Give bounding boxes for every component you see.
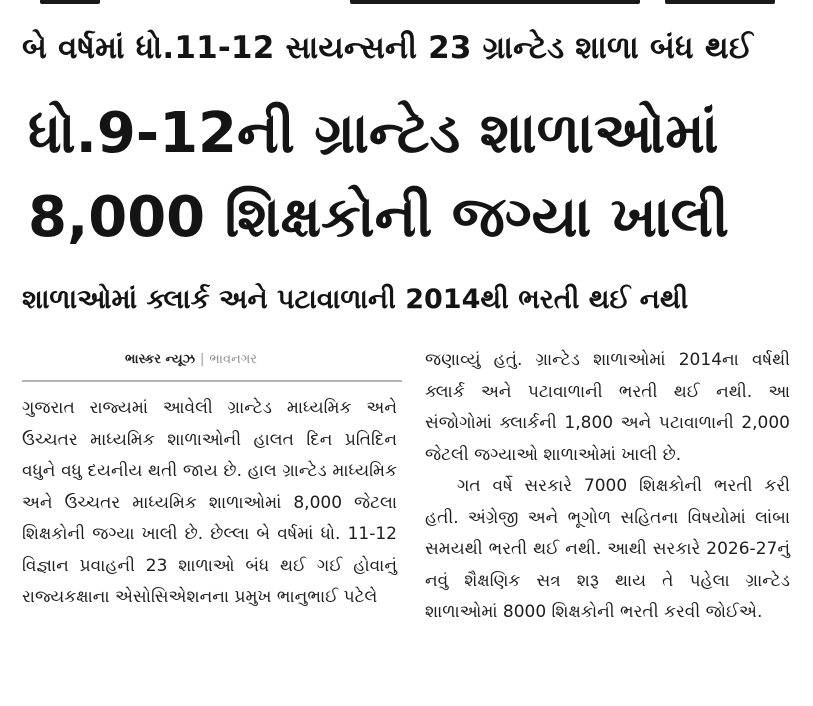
main-headline-line-2: 8,000 શિક્ષકોની જગ્યા ખાલી	[28, 185, 729, 250]
byline-separator: |	[200, 352, 205, 367]
article-paragraph: જણાવ્યું હતું. ગ્રાન્ટેડ શાળાઓમાં 2014ના વર્ષથી ક્લાર્ક અને પટાવાળાની ભરતી થઈ નથી. આ સંજોગોમાં ક્લાર્કની 1,800 અને પટાવાળાની 2,000 જેટલી જગ્યાઓ શાળાઓમાં ખાલી છે.	[425, 350, 790, 465]
byline-source: ભાસ્કર ન્યૂઝ	[125, 352, 196, 367]
main-headline-line-1: ધો.9-12ની ગ્રાન્ટેડ શાળાઓમાં	[28, 101, 719, 166]
article-column-right	[425, 345, 790, 629]
byline-place: ભાવનગર	[209, 352, 257, 367]
article-column-left	[22, 393, 397, 614]
byline-divider	[22, 380, 402, 382]
clipped-previous-article-text	[0, 0, 813, 12]
article-paragraph: ગત વર્ષે સરકારે 7000 શિક્ષકોની ભરતી કરી હતી. અંગ્રેજી અને ભૂગોળ સહિતના વિષયોમાં લાંબા સમયથી ભરતી થઈ નથી. આથી સરકારે 2026-27નું નવું શૈક્ષણિક સત્ર શરૂ થાય તે પહેલા ગ્રાન્ટેડ શાળાઓમાં 8000 શિક્ષકોની ભરતી કરવી જોઈએ.	[425, 476, 790, 622]
article-paragraph: ગુજરાત રાજ્યમાં આવેલી ગ્રાન્ટેડ માધ્યમિક અને ઉચ્ચતર માધ્યમિક શાળાઓની હાલત દિન પ્રતિદિન વધુને વધુ દયનીય થતી જાય છે. હાલ ગ્રાન્ટેડ માધ્યમિક અને ઉચ્ચતર માધ્યમિક શાળાઓમાં 8,000 જેટલા શિક્ષકોની જગ્યા ખાલી છે. છેલ્લા બે વર્ષમાં ધો. 11-12 વિજ્ઞાન પ્રવાહની 23 શાળાઓ બંધ થઈ ગઈ હોવાનું રાજ્યકક્ષાના એસોસિએશનના પ્રમુખ ભાનુભાઈ પટેલે	[22, 398, 397, 607]
sub-headline: શાળાઓમાં ક્લાર્ક અને પટાવાળાની 2014થી ભરતી થઈ નથી	[22, 284, 689, 315]
kicker-headline: બે વર્ષમાં ધો.11-12 સાયન્સની 23 ગ્રાન્ટેડ શાળા બંધ થઈ	[22, 30, 753, 66]
byline	[125, 352, 257, 367]
